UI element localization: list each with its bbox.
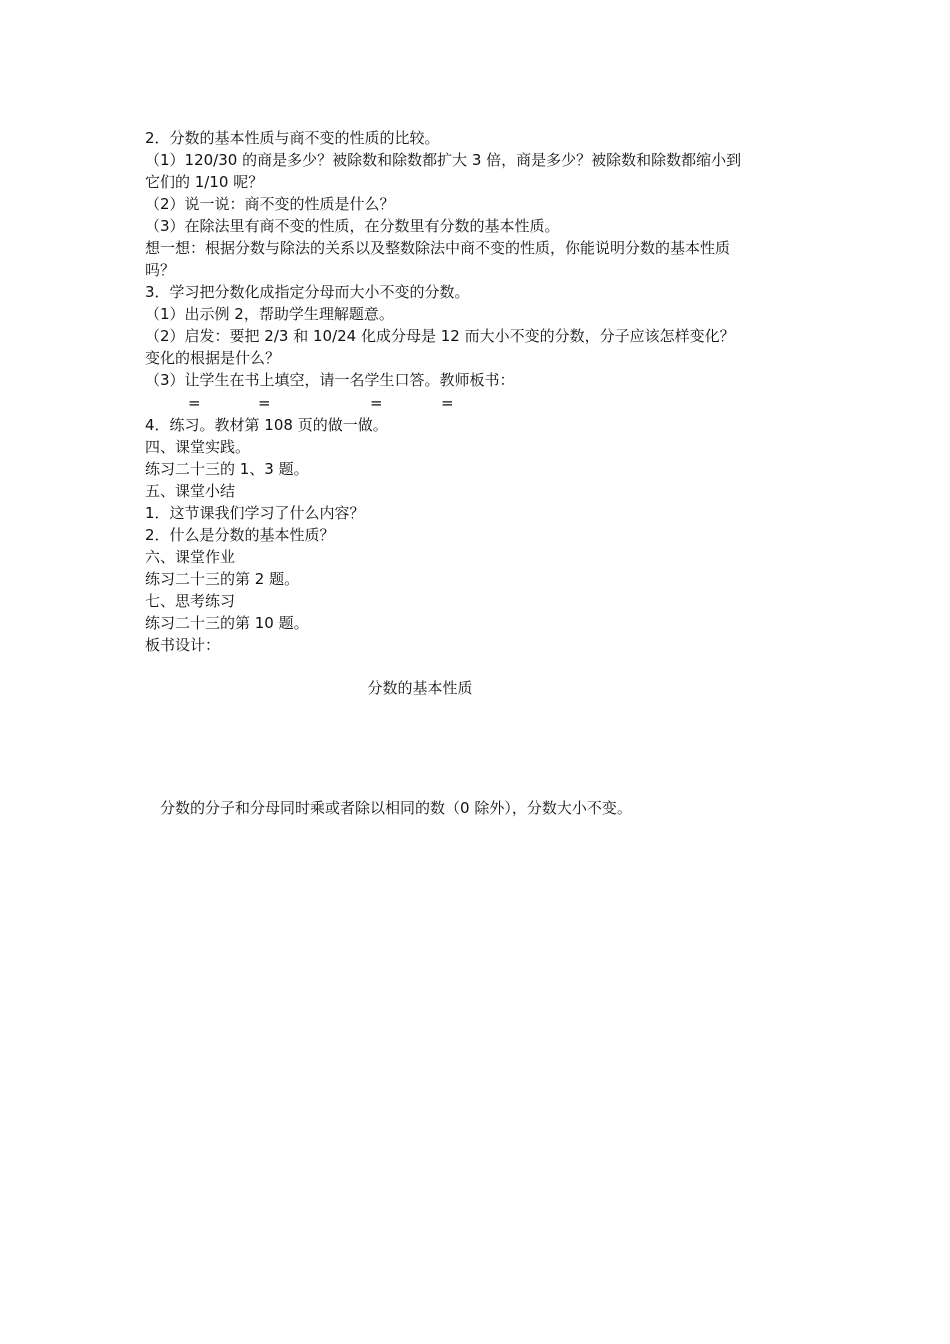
- text-line: （1）120/30 的商是多少？被除数和除数都扩大 3 倍，商是多少？被除数和除数都缩小到: [145, 151, 742, 169]
- equals-sign: =: [258, 394, 271, 412]
- section-heading: 七、思考练习: [145, 592, 236, 610]
- equals-sign: =: [370, 394, 383, 412]
- equals-sign: =: [441, 394, 454, 412]
- text-line: （3）在除法里有商不变的性质，在分数里有分数的基本性质。: [145, 217, 560, 235]
- text-line: 2．什么是分数的基本性质？: [145, 526, 335, 544]
- section-heading: 六、课堂作业: [145, 548, 236, 566]
- equals-sign: =: [188, 394, 201, 412]
- text-line: 练习二十三的 1、3 题。: [145, 460, 309, 478]
- board-title: 分数的基本性质: [367, 679, 473, 697]
- text-line: 2．分数的基本性质与商不变的性质的比较。: [145, 129, 440, 147]
- text-line: 板书设计：: [145, 636, 221, 654]
- section-heading: 五、课堂小结: [145, 482, 236, 500]
- text-line: 1．这节课我们学习了什么内容？: [145, 504, 365, 522]
- text-line: （1）出示例 2，帮助学生理解题意。: [145, 305, 394, 323]
- text-line: （3）让学生在书上填空，请一名学生口答。教师板书：: [145, 371, 515, 389]
- text-line: 吗？: [145, 261, 176, 279]
- text-line: 练习二十三的第 10 题。: [145, 614, 309, 632]
- text-line: 3．学习把分数化成指定分母而大小不变的分数。: [145, 283, 470, 301]
- board-statement: 分数的分子和分母同时乘或者除以相同的数（0 除外），分数大小不变。: [160, 799, 632, 817]
- text-line: （2）启发：要把 2/3 和 10/24 化成分母是 12 而大小不变的分数，分子应该怎样变化？: [145, 327, 735, 345]
- text-line: 练习二十三的第 2 题。: [145, 570, 300, 588]
- text-line: 变化的根据是什么？: [145, 349, 281, 367]
- text-line: 想一想：根据分数与除法的关系以及整数除法中商不变的性质，你能说明分数的基本性质: [145, 239, 731, 257]
- text-line: 4．练习。教材第 108 页的做一做。: [145, 416, 388, 434]
- section-heading: 四、课堂实践。: [145, 438, 251, 456]
- text-line: （2）说一说：商不变的性质是什么？: [145, 195, 395, 213]
- text-line: 它们的 1/10 呢？: [145, 173, 264, 191]
